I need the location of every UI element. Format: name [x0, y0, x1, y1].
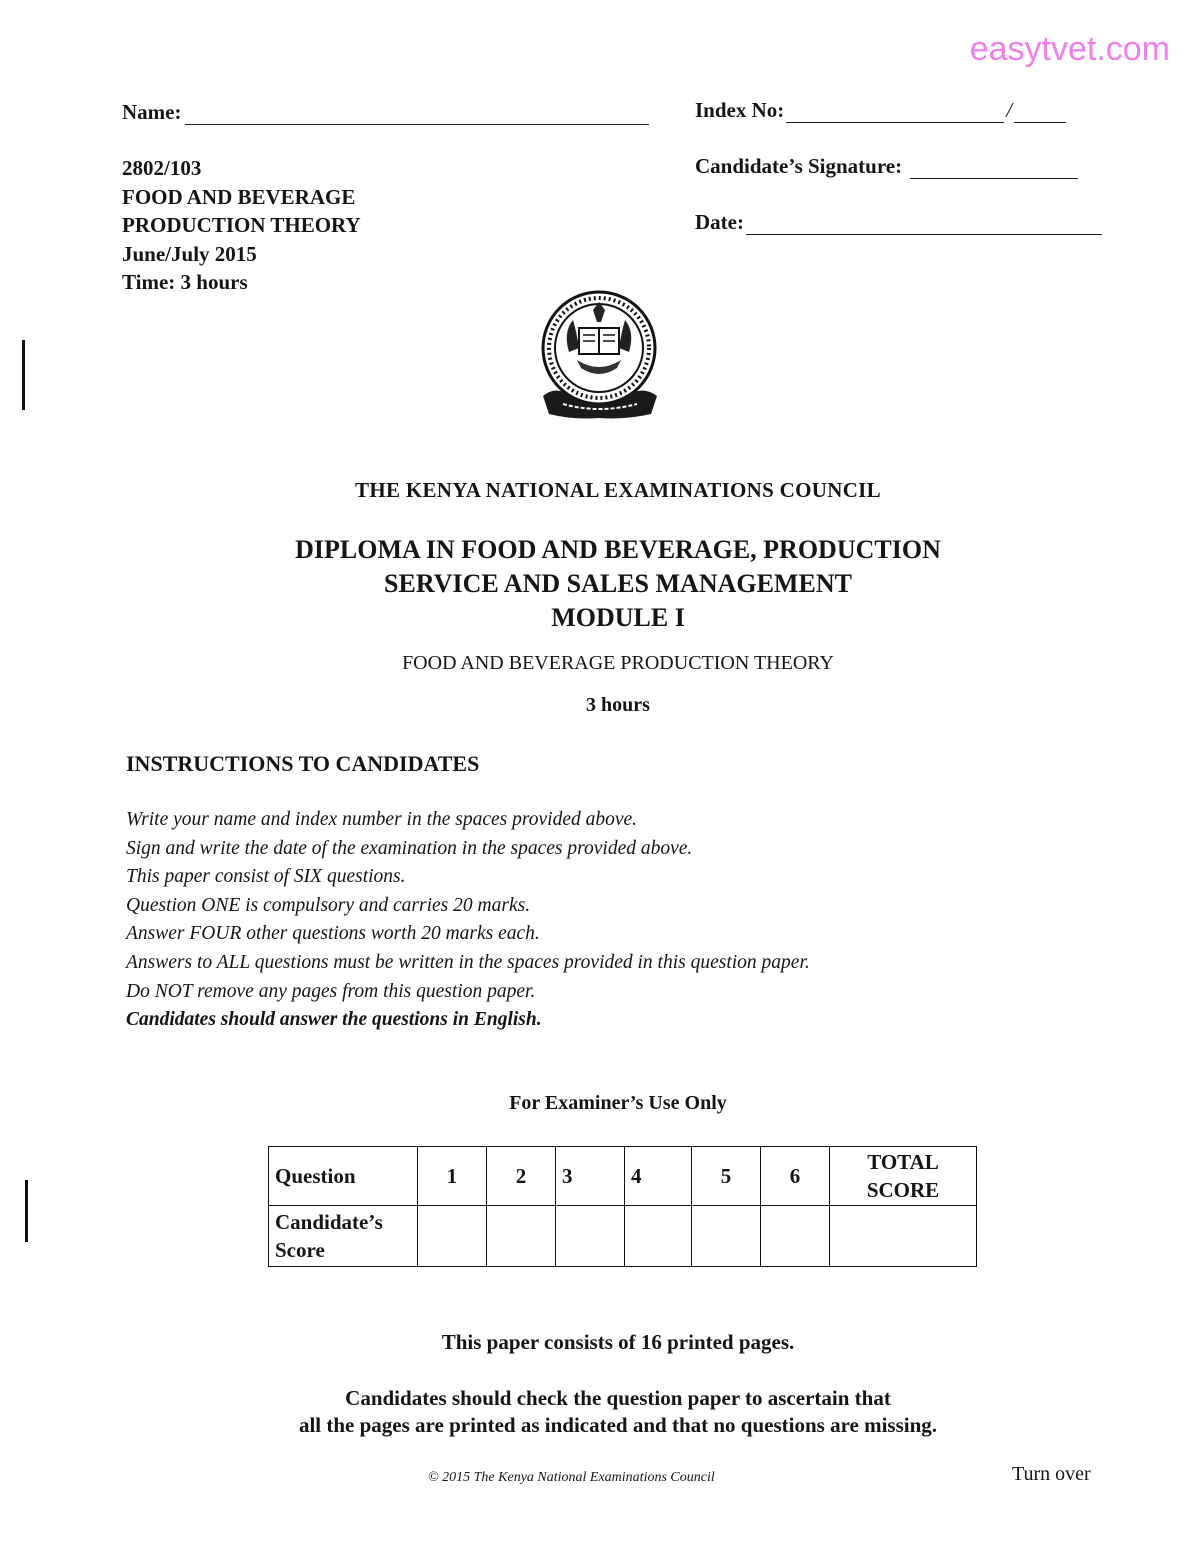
index-field[interactable]: [695, 98, 1066, 123]
table-row: [269, 1147, 977, 1206]
exam-duration: 3 hours: [586, 694, 650, 716]
table-row: [269, 1206, 977, 1267]
date-line: [746, 214, 1102, 235]
paper-title-line1: FOOD AND BEVERAGE: [122, 184, 356, 209]
instruction-item: Question ONE is compulsory and carries 20 marks.: [126, 894, 531, 916]
name-field[interactable]: [122, 100, 649, 125]
question-number: 1: [418, 1147, 487, 1206]
signature-label: Candidate’s Signature:: [695, 154, 903, 178]
pages-note: This paper consists of 16 printed pages.: [441, 1330, 795, 1354]
score-cell[interactable]: [761, 1206, 830, 1267]
total-score-header: [830, 1147, 977, 1206]
diploma-line1: DIPLOMA IN FOOD AND BEVERAGE, PRODUCTION: [295, 535, 941, 564]
instruction-item: Answer FOUR other questions worth 20 marks each.: [126, 923, 540, 945]
paper-code: 2802/103: [122, 156, 202, 180]
score-cell[interactable]: [625, 1206, 692, 1267]
question-number: 4: [625, 1147, 692, 1206]
name-label: Name:: [122, 100, 182, 124]
paper-time: Time: 3 hours: [122, 270, 248, 294]
score-cell[interactable]: [556, 1206, 625, 1267]
total-line2: SCORE: [866, 1178, 940, 1202]
instruction-item: Candidates should answer the questions in English.: [126, 1009, 542, 1031]
check-line2: all the pages are printed as indicated and that no questions are missing.: [298, 1413, 938, 1437]
signature-field[interactable]: [695, 154, 1078, 179]
instruction-item: Sign and write the date of the examination in the spaces provided above.: [126, 837, 693, 859]
instructions-list: [126, 806, 810, 1035]
total-line1: TOTAL: [867, 1150, 939, 1174]
index-slash: /: [1006, 98, 1013, 122]
scan-mark: [22, 340, 25, 410]
score-cell[interactable]: [487, 1206, 556, 1267]
subject-title: FOOD AND BEVERAGE PRODUCTION THEORY: [402, 652, 834, 674]
instruction-item: This paper consist of SIX questions.: [126, 866, 406, 888]
knec-seal-icon: [533, 288, 667, 428]
score-cell[interactable]: [418, 1206, 487, 1267]
watermark: easytvet.com: [969, 30, 1170, 68]
paper-session: June/July 2015: [122, 241, 257, 266]
instruction-item: Answers to ALL questions must be written in the spaces provided in this question paper.: [126, 951, 810, 973]
question-header: Question: [269, 1147, 418, 1206]
paper-title-line2: PRODUCTION THEORY: [122, 213, 361, 237]
diploma-line2: SERVICE AND SALES MANAGEMENT: [384, 569, 852, 598]
examiner-heading: For Examiner’s Use Only: [509, 1092, 727, 1114]
index-label: Index No:: [695, 98, 785, 122]
question-number: 5: [692, 1147, 761, 1206]
council-name: THE KENYA NATIONAL EXAMINATIONS COUNCIL: [355, 478, 881, 502]
score-table: [268, 1146, 977, 1267]
question-number: 2: [487, 1147, 556, 1206]
candidate-score-header: [269, 1206, 418, 1267]
scan-mark: [25, 1180, 28, 1242]
instructions-heading: INSTRUCTIONS TO CANDIDATES: [126, 751, 480, 776]
name-line: [185, 104, 649, 125]
index-line: [786, 102, 1004, 123]
score-line1: Candidate’s: [275, 1210, 383, 1234]
date-label: Date:: [695, 210, 744, 234]
paper-details: [122, 154, 361, 297]
check-line1: Candidates should check the question paper to ascertain that: [345, 1386, 891, 1410]
question-number: 6: [761, 1147, 830, 1206]
diploma-title: [0, 533, 1200, 635]
score-cell[interactable]: [692, 1206, 761, 1267]
check-note: [0, 1385, 1200, 1439]
instruction-item: Write your name and index number in the spaces provided above.: [126, 809, 638, 830]
signature-line: [910, 158, 1078, 179]
date-field[interactable]: [695, 210, 1102, 235]
question-number: 3: [556, 1147, 625, 1206]
total-score-cell[interactable]: [830, 1206, 977, 1267]
turn-over: Turn over: [1012, 1463, 1091, 1485]
diploma-line3: MODULE I: [551, 603, 685, 632]
score-line2: Score: [275, 1238, 325, 1262]
copyright: © 2015 The Kenya National Examinations Council: [428, 1470, 715, 1485]
instruction-item: Do NOT remove any pages from this question paper.: [126, 980, 536, 1002]
index-suffix-line: [1014, 102, 1066, 123]
